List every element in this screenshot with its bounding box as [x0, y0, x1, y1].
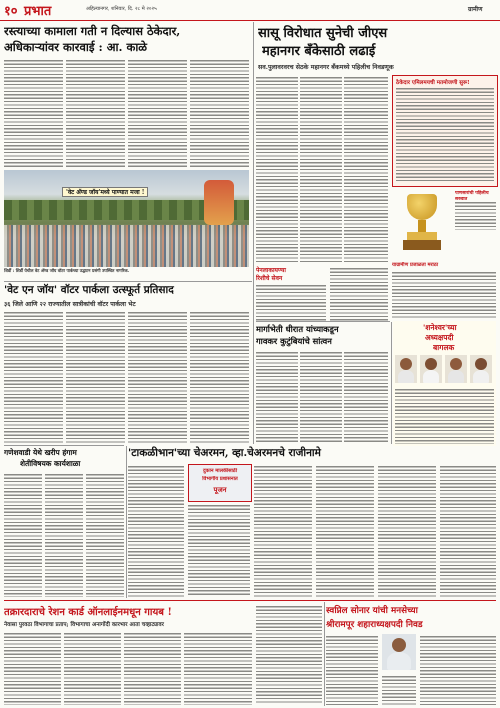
a6-headline-3: बागलक	[433, 343, 455, 352]
a2-sub-2: याग्रामीण प्रजाळता मराठा	[392, 262, 439, 268]
a7-headline-1: गणेशवाडी येथे खरीप हंगाम	[4, 448, 77, 457]
a4-headline: 'वेट एन जॉय' वॉटर पार्कला उत्स्फूर्त प्रतिसाद	[4, 284, 174, 296]
a6-body	[395, 387, 494, 444]
rule-a7	[4, 445, 124, 446]
a1-headline-2: अधिकाऱ्यांवर कारवाई : आ. काळे	[4, 40, 148, 54]
a5-body-col-2	[300, 350, 342, 442]
a2-headline-1: सासू विरोधात सुनेची जीएस	[258, 26, 388, 41]
rule-col-a9	[324, 602, 325, 706]
rule-a4	[4, 281, 252, 282]
a8-box-line-2: विभागीय प्रशासनात	[202, 476, 238, 482]
a8-body-col-3	[254, 464, 312, 597]
a6-headline-1: 'शनेश्वर'च्या	[423, 323, 457, 332]
a3-body	[256, 283, 326, 321]
a10-headline-1: स्वप्निल सोनार यांची मनसेच्या	[326, 606, 418, 616]
a2-body-col-1	[256, 75, 298, 263]
a6-box	[393, 321, 496, 446]
a8-body-col-2	[188, 503, 250, 597]
a6-portrait-1	[395, 355, 417, 383]
a8-headline: 'टाकळीभान'च्या चेअरमन, व्हा.चेअरमनचे राजीनामे	[128, 447, 321, 459]
a7-headline-2: शेतीविषयक कार्यशाळा	[20, 459, 81, 468]
a3-headline-1: पेनलाकायण्या	[256, 267, 286, 274]
a1-body-col-1	[4, 58, 63, 168]
a2-sub-1-body	[455, 200, 496, 230]
rule-a9	[4, 600, 496, 601]
a2-sub-2-body	[392, 270, 496, 318]
waterpark-slide	[204, 180, 234, 225]
a8-body-col-4	[316, 464, 374, 597]
rule-col-a8	[126, 446, 127, 598]
a10-body-col-1	[326, 634, 378, 705]
a4-body-col-4	[190, 310, 249, 443]
a2-body-col-2	[300, 75, 342, 263]
brand-logo: प्रभात	[24, 4, 52, 19]
a9-body-col-1	[4, 631, 61, 705]
photo-caption: शिर्डी : शिर्डी येथील वेट अ‍ॅण्ड जॉय वॉटर पार्कच्या उद्घाटन प्रसंगी उपस्थित नागरिक.	[4, 268, 130, 273]
masthead	[0, 0, 500, 21]
a7-body-col-2	[45, 472, 83, 597]
rule-col-mid-top	[253, 22, 254, 444]
a10-body-col-2	[382, 674, 416, 705]
photo-tag: 'वेट अ‍ॅण्ड जॉय'मध्ये पाण्यात मजा !	[62, 187, 148, 197]
a9-body-col-2	[64, 631, 121, 705]
a4-body-col-2	[66, 310, 125, 443]
a2-box-body	[396, 86, 494, 182]
a5-body-col-1	[256, 350, 298, 442]
a6-headline-2: अध्यक्षपदी	[425, 333, 454, 342]
rule-a5	[256, 321, 390, 322]
trophy-image	[395, 188, 449, 260]
waterpark-crowd	[4, 225, 249, 267]
a2-box-title: ठेकेदार एमिलमयची मतमोजणी सुरू!	[396, 80, 470, 86]
a6-portrait-2	[420, 355, 442, 383]
edition-info: अहिल्यानगर, शनिवार, दि. २८ मे २०२५	[86, 6, 157, 12]
a9-kicker: नेवासा पुरवठा विभागाचा प्रताप; विभागाचा अनागोंदी कारभार आता चव्हाट्यावर	[4, 622, 164, 628]
a8-box	[188, 464, 252, 502]
a1-headline-1: रस्त्याच्या कामाला गती न दिल्यास ठेकेदार,	[4, 24, 181, 38]
a10-body-col-3	[420, 634, 496, 705]
a1-body-col-3	[128, 58, 187, 168]
a7-body-col-1	[4, 472, 42, 597]
a2-body-col-4	[330, 266, 388, 321]
a4-body-col-3	[128, 310, 187, 443]
a8-box-line-1: दुकान मालकीसाठी	[203, 468, 237, 474]
a5-body-col-3	[344, 350, 388, 442]
a9-headline: तक्रारदाराचे रेशन कार्ड ऑनलाईनमधून गायब !	[4, 607, 172, 618]
a6-portrait-3	[445, 355, 467, 383]
rule-col-a5	[391, 322, 392, 444]
a8-body-col-1	[128, 464, 184, 597]
a3-headline-2: रिशीचे सेवन	[256, 275, 283, 282]
a2-info-box	[392, 75, 498, 187]
waterpark-photo	[4, 170, 249, 267]
a2-body-col-3	[344, 75, 388, 263]
a9-body-col-3	[124, 631, 181, 705]
a10-headline-2: श्रीरामपूर शहाराध्यक्षपदी निवड	[326, 620, 423, 630]
a8-body-col-6	[440, 464, 496, 597]
a8-box-line-3: पूजन	[213, 485, 227, 494]
a2-headline-2: महानगर बँकेसाठी लढाई	[262, 44, 376, 59]
a6-portrait-4	[470, 355, 492, 383]
a1-body-col-4	[190, 58, 249, 168]
a5-headline-2: गावकर कुटुंबियांचे सांत्वन	[256, 336, 332, 346]
a2-kicker: सव.पुलावरवरच सेठके महानगर बँकमध्ये पहिलीच निवडणूक	[258, 64, 394, 71]
a4-body-col-1	[4, 310, 63, 443]
a5-headline-1: मार्गाभेती धीरात यांच्याकडून	[256, 324, 339, 334]
a7-body-col-3	[86, 472, 124, 597]
page-number: १०	[4, 4, 18, 19]
a4-kicker: ३६ जिले आणि २२ राज्यातील सात्रीकांची वॉटर पार्कला भेट	[4, 301, 136, 308]
a1-body-col-2	[66, 58, 125, 168]
a10-portrait	[382, 634, 416, 670]
a8-body-col-5	[378, 464, 436, 597]
a9-body-col-4	[184, 631, 252, 705]
a2-sub-1: पाणसारांची पहिलीच	[455, 191, 489, 196]
section-name: ग्रामीण	[468, 6, 483, 13]
a9-body-col-5	[256, 604, 322, 705]
